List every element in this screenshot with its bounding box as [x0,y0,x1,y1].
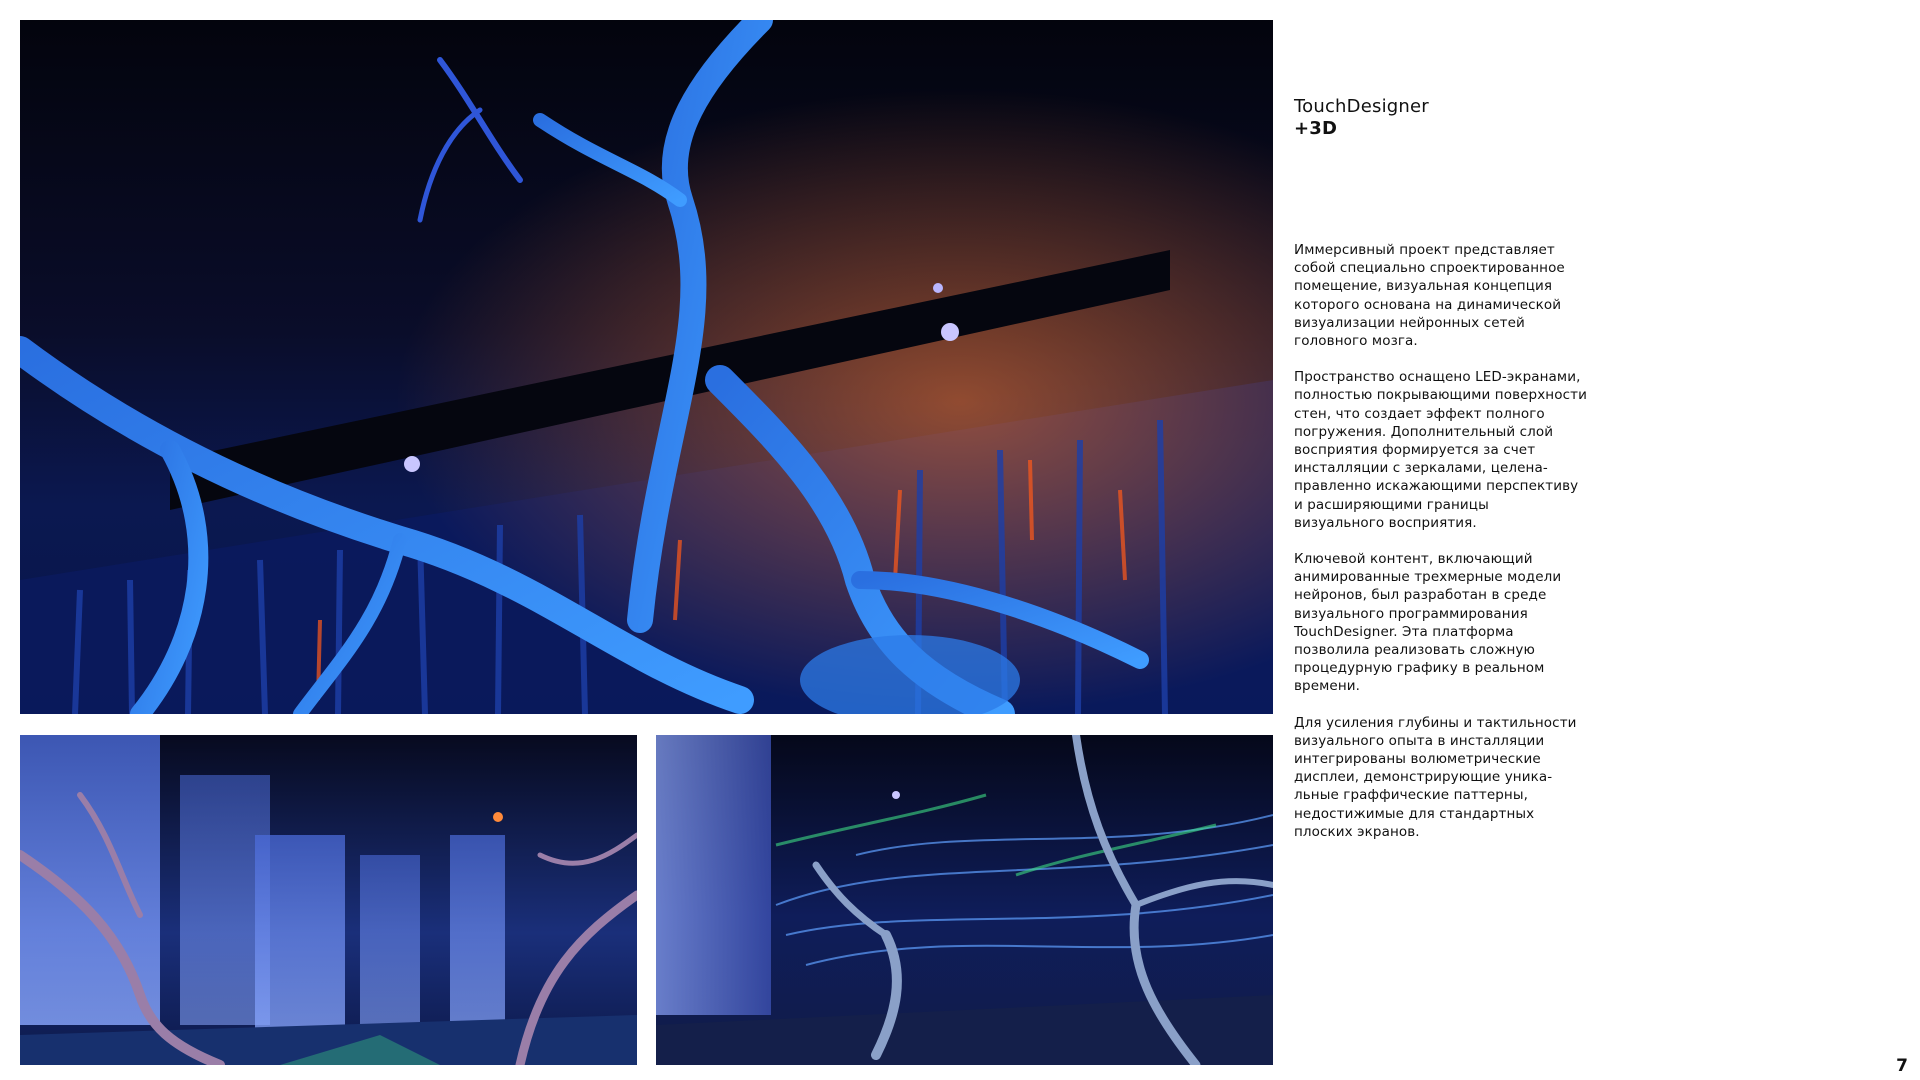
paragraph-concept: Иммерсивный проект представляет собой специально спроектированное помещение, визуальная концепция которого основана на динамической визуализации нейронных сетей головного мозга. [1294,242,1565,350]
title-block [1294,96,1694,140]
title-line-software: TouchDesigner [1294,96,1429,117]
volumetric-display-photo [656,735,1273,1065]
paragraph-led-screens: Пространство оснащено LED-экранами, полностью покрывающими поверхности стен, что создает эффект полного погружения. Дополнительный слой восприятия формируется за счет инсталляции с зеркалами, целена- правленно искажающими перспективу и расширяющими границы визуального восприятия. [1294,369,1587,531]
main-installation-photo [20,20,1273,714]
title-line-3d: +3D [1294,118,1338,139]
mirror-installation-image [20,735,637,1065]
neuron-installation-image [20,20,1273,714]
page-number: 7 [1896,1056,1908,1076]
mirror-room-photo [20,735,637,1065]
paragraph-touchdesigner: Ключевой контент, включающий анимированные трехмерные модели нейронов, был разработан в среде визуального программирования TouchDesigner. Эта платформа позволила реализовать сложную процедурную графику в реальном времени. [1294,551,1562,695]
neuron-network-image [656,735,1273,1065]
paragraph-volumetric: Для усиления глубины и тактильности визуального опыта в инсталляции интегрированы волюметрические дисплеи, демонстрирующие уника- льные граффические паттерны, недостижимые для стандартных плоских экранов. [1294,714,1577,840]
description-text [1294,241,1624,859]
